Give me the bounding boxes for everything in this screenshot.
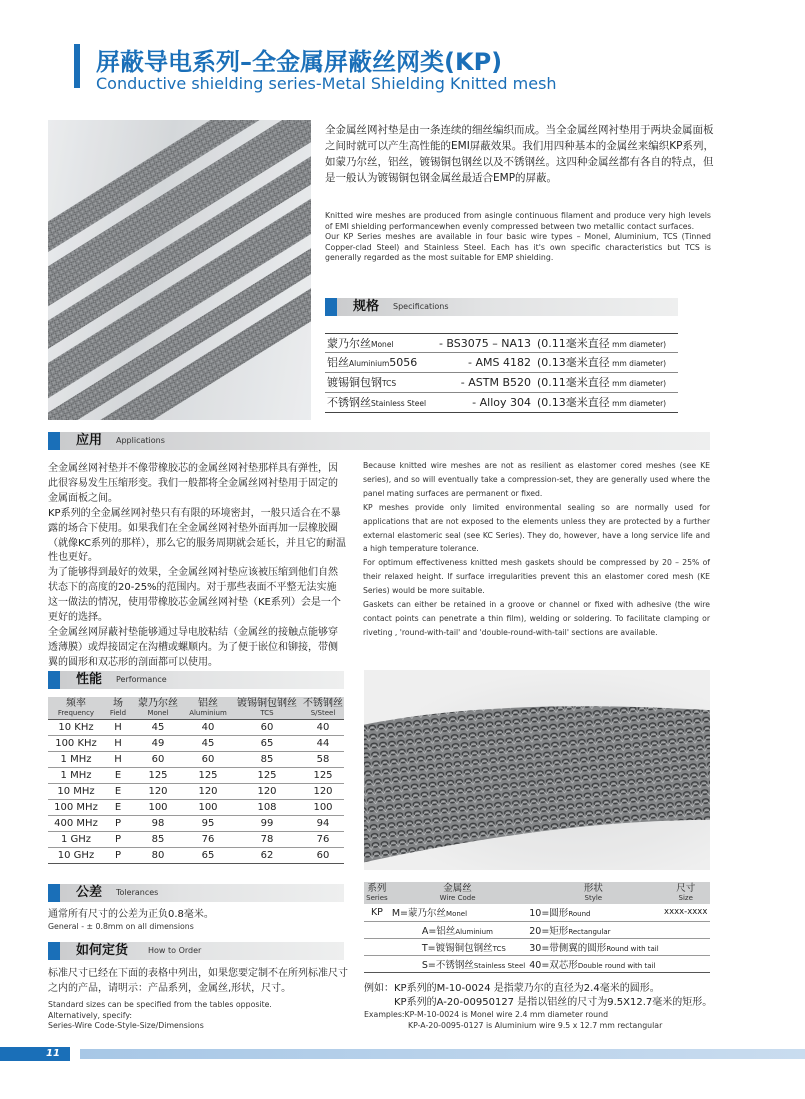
order-text-cn: 标准尺寸已经在下面的表格中列出，如果您要定制不在所列标准尺寸之内的产品，请明示：产品系列，金属丝,形状，尺寸。 [48,968,348,994]
order-en-line: Alternatively, specify: [48,1010,133,1020]
spec-row [325,393,678,413]
table-row: 1 GHz P 85 76 78 76 [48,832,344,848]
footer-bar [80,1049,805,1059]
section-marker [48,884,60,902]
spec-material-en: Aluminium [349,359,390,368]
mesh-closeup-photo [364,670,710,870]
intro-text-en [325,211,711,264]
app-en-paragraph: Gaskets can either be retained in a groove or channel or fixed with adhesive (the wire contact points can penetrate a thin film), welding or soldering. To facilitate clamping or riveting , 'round-with-tail' and 'double-round-with-tail' sections are available. [363,600,710,637]
example-line-en: KP-A-20-0095-0127 is Aluminium wire 9.5 x 12.7 mm rectangular [408,1020,663,1030]
section-header-performance [48,671,344,689]
spec-material-en: Stainless Steel [371,399,427,408]
app-en-paragraph: Because knitted wire meshes are not as resilient as elastomer cored meshes (see KE series), and so will eventually take a compression-set, they are generally used where the panel mating surfaces are permanent or fixed. [363,461,710,498]
column-header: 尺寸 Size [661,882,710,904]
column-header: 镀锡铜包钢丝 TCS [232,697,302,720]
section-header-how-to-order [48,942,344,960]
spec-material-cn: 镀锡铜包钢 [327,376,382,389]
table-row: 1 MHz H 60 60 85 58 [48,752,344,768]
intro-en-paragraph: Our KP Series meshes are available in four basic wire types – Monel, Aluminium, TCS (Tinned Copper-clad Steel) and Stainless Steel. Each has it's own specific characteristics but TCS is generally regarded as the most suitable for EMP shielding. [325,232,711,263]
intro-text-cn: 全金属丝网衬垫是由一条连续的细丝编织而成。当全金属丝网衬垫用于两块金属面板之间时就可以产生高性能的EMI屏蔽效果。我们用四种基本的金属丝来编织KP系列，如蒙乃尔丝，铝丝，镀锡铜包钢丝以及不锈钢丝。这四种金属丝都有各自的特点，但是一般认为镀锡铜包钢金属丝最适合EMP的屏蔽。 [325,124,715,184]
spec-material-en: Monel [371,340,394,349]
app-cn-paragraph: 全金属丝网衬垫并不像带橡胶芯的金属丝网衬垫那样具有弹性，因此很容易发生压缩形变。我们一般都将全金属丝网衬垫用于固定的金属面板之间。 [48,463,338,504]
example-line-en: Examples:KP-M-10-0024 is Monel wire 2.4 mm diameter round [364,1010,609,1019]
spec-material-cn: 不锈钢丝 [327,396,371,409]
spec-material-cn: 铝丝 [327,356,349,369]
section-title-en: Specifications [393,302,449,311]
spec-row [325,353,678,373]
order-text-en [48,1000,348,1032]
app-en-paragraph: For optimum effectiveness knitted mesh gaskets should be compressed by 20 – 25% of their relaxed height. If surface irregularities prevent this an elastomer cored mesh (KE Series) would be more suitable. [363,558,710,596]
section-title-en: Applications [116,436,165,445]
column-header: 场 Field [104,697,132,720]
spec-material-en: TCS [382,379,397,388]
section-title-cn: 应用 [76,433,103,448]
spec-diameter: (0.11毫米直径 [537,376,610,389]
table-row: 10 GHz P 80 65 62 60 [48,848,344,864]
spec-diameter-en: mm diameter) [609,340,667,349]
section-marker [48,432,60,450]
performance-table [48,697,344,864]
section-marker [325,298,337,316]
table-row: A=铝丝Aluminium 20=矩形Rectangular [364,921,710,938]
tolerance-text-en: General - ± 0.8mm on all dimensions [48,922,194,931]
table-header-row [364,882,710,904]
app-cn-paragraph: 全金属丝网屏蔽衬垫能够通过导电胶粘结（金属丝的接触点能够穿透薄膜）或焊接固定在沟槽或螺顺内。为了便于嵌位和铆接，带侧翼的圆形和双芯形的剖面都可以使用。 [48,626,338,668]
table-row: 100 MHz E 100 100 108 100 [48,800,344,816]
spec-material-alloy: 5056 [389,356,418,369]
page-title-en: Conductive shielding series-Metal Shielding Knitted mesh [96,74,557,93]
tolerance-text-cn: 通常所有尺寸的公差为正负0.8毫米。 [48,909,214,920]
app-cn-paragraph: KP系列的全金属丝网衬垫只有有限的环境密封，一般只适合在不暴露的场合下使用。如果我们在全金属丝网衬垫外面再加一层橡胶圈（就像KC系列的那样），那么它的服务周期就会延长，并且它的耐温性也更好。 [48,507,346,564]
page-title-cn: 屏蔽导电系列–全金属屏蔽丝网类(KP) [96,48,503,76]
spec-diameter: (0.11毫米直径 [537,337,610,350]
section-title-cn: 规格 [353,299,380,314]
spec-row [325,373,678,393]
section-header-specifications [325,298,678,316]
spec-diameter-en: mm diameter) [609,399,667,408]
spec-row [325,333,678,353]
app-cn-paragraph: 为了能够得到最好的效果，全金属丝网衬垫应该被压缩到他们自然状态下的高度的20-25%的范围内。对于那些表面不平整无法实施这一做法的情况，使用带橡胶芯金属丝网衬垫（KE系列）会是一个更好的选择。 [48,567,341,624]
table-row: 10 KHz H 45 40 60 40 [48,720,344,736]
section-header-applications [48,432,710,450]
section-title-cn: 性能 [76,672,103,687]
section-marker [48,671,60,689]
order-code-table [364,882,710,973]
spec-standard: - Alloy 304 [472,396,531,409]
order-en-line: Series-Wire Code-Style-Size/Dimensions [48,1021,204,1030]
series-cell: KP [364,904,390,921]
section-title-cn: 公差 [76,885,103,900]
spec-diameter-en: mm diameter) [609,379,667,388]
order-en-line: Standard sizes can be specified from the tables opposite. [48,1000,272,1009]
column-header: 形状 Style [525,882,661,904]
spec-standard: - BS3075 – NA13 [438,337,531,350]
column-header: 频率 Frequency [48,697,104,720]
table-header-row [48,697,344,720]
table-row: KP M=蒙乃尔丝Monel 10=圆形Round xxxx-xxxx [364,904,710,921]
column-header: 铝丝 Aluminium [184,697,232,720]
section-title-en: Tolerances [116,888,159,897]
table-row: T=镀锡铜包钢丝TCS 30=带侧翼的圆形Round with tail [364,938,710,955]
example-line-cn: KP系列的A-20-00950127 是指以铝丝的尺寸为9.5X12.7毫米的矩形。 [394,997,713,1008]
page-number: 11 [46,1048,60,1059]
intro-en-paragraph: Knitted wire meshes are produced from asingle continuous filament and produce very high levels of EMI shielding performancewhen evenly compressed between two metallic contact surfaces. [325,211,711,231]
section-title-en: Performance [116,675,167,684]
column-header: 金属丝 Wire Code [390,882,525,904]
column-header: 不锈钢丝 S/Steel [302,697,344,720]
mesh-tubes-photo [48,120,311,420]
app-en-paragraph: KP meshes provide only limited environmental sealing so are normally used for applications that are not exposed to the elements unless they are protected by a further external elastomeric seal (see KC Series). They do, however, have a long service life and a high temperature tolerance. [363,502,710,554]
section-marker [48,942,60,960]
table-row: S=不锈钢丝Stainless Steel 40=双芯形Double round with tail [364,955,710,972]
applications-text-en [363,459,710,640]
size-cell: xxxx-xxxx [661,904,710,921]
spec-diameter: (0.13毫米直径 [537,396,610,409]
spec-material-cn: 蒙乃尔丝 [327,337,371,350]
table-row: 100 KHz H 49 45 65 44 [48,736,344,752]
section-header-tolerances [48,884,344,902]
specifications-table [325,333,678,413]
table-row: 400 MHz P 98 95 99 94 [48,816,344,832]
table-row: 10 MHz E 120 120 120 120 [48,784,344,800]
spec-diameter-en: mm diameter) [609,359,667,368]
spec-diameter: (0.13毫米直径 [537,356,610,369]
order-examples [364,982,714,1031]
column-header: 蒙乃尔丝 Monel [132,697,184,720]
section-title-cn: 如何定货 [76,943,129,958]
example-line-cn: 例如：KP系列的M-10-0024 是指蒙乃尔的直径为2.4毫米的圆形。 [364,983,660,994]
table-row: 1 MHz E 125 125 125 125 [48,768,344,784]
applications-text-cn [48,462,346,671]
column-header: 系列 Series [364,882,390,904]
spec-standard: - ASTM B520 [460,376,531,389]
section-title-en: How to Order [148,946,202,955]
spec-standard: - AMS 4182 [468,356,531,369]
title-accent-bar [74,44,80,88]
